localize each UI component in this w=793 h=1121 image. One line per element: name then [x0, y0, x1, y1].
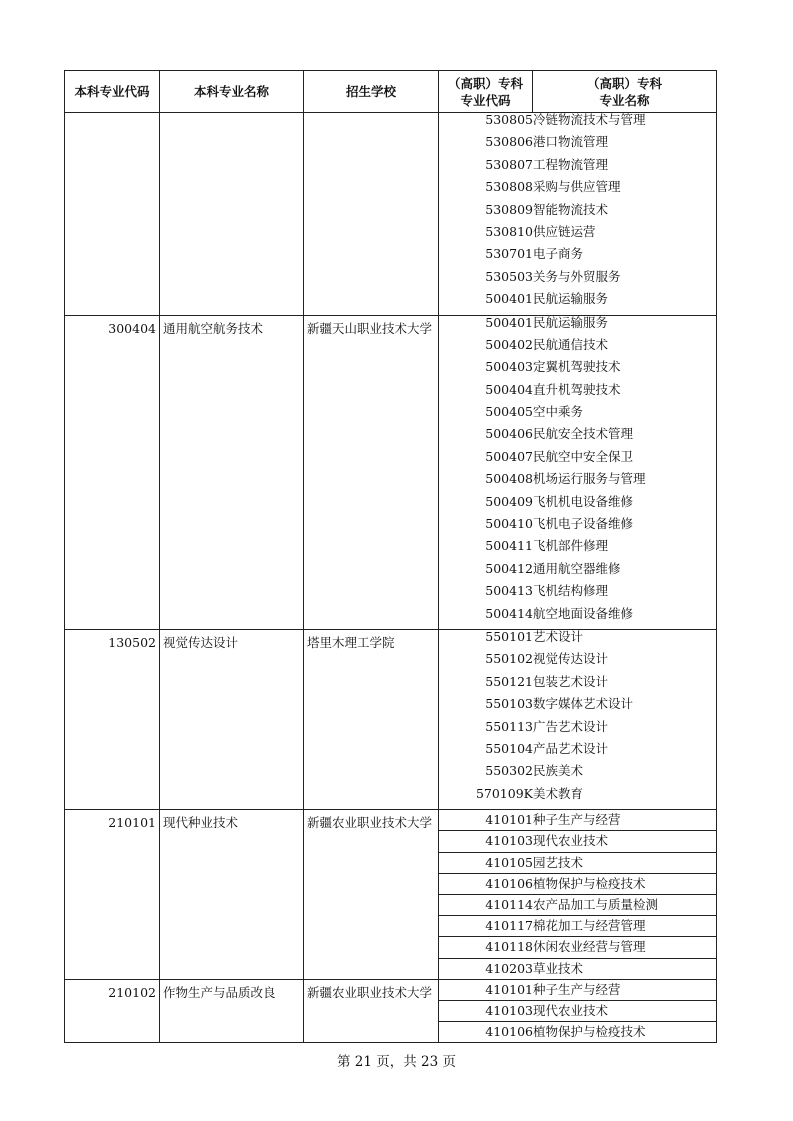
undergrad-code-cell: 210102	[65, 979, 160, 1043]
vocational-row	[439, 383, 716, 405]
undergrad-code-cell: 130502	[65, 629, 160, 809]
vocational-code: 500413	[485, 583, 533, 599]
vocational-row	[439, 472, 716, 494]
vocational-row	[439, 539, 716, 561]
vocational-name: 飞机电子设备维修	[533, 516, 634, 532]
vocational-code: 500409	[485, 493, 533, 509]
vocational-code: 410105	[439, 852, 533, 873]
vocational-name: 民航空中安全保卫	[533, 448, 634, 464]
vocational-code: 550302	[485, 763, 533, 779]
vocational-list	[439, 810, 716, 979]
header-undergrad-code: 本科专业代码	[65, 71, 160, 113]
vocational-code: 570109K	[475, 785, 533, 801]
vocational-name: 采购与供应管理	[533, 179, 621, 195]
vocational-name: 产品艺术设计	[533, 740, 609, 756]
vocational-list-cell	[439, 629, 717, 809]
vocational-row	[439, 495, 716, 517]
header-school: 招生学校	[304, 71, 439, 113]
undergrad-name-cell: 现代种业技术	[160, 810, 304, 980]
vocational-row	[439, 225, 716, 247]
vocational-name: 广告艺术设计	[533, 718, 609, 734]
vocational-name: 民航运输服务	[533, 291, 609, 307]
vocational-name: 现代农业技术	[533, 1000, 716, 1021]
vocational-row	[439, 180, 716, 202]
vocational-list	[439, 113, 716, 315]
vocational-code: 410203	[485, 960, 533, 976]
undergrad-code-cell: 210101	[65, 810, 160, 980]
vocational-name: 航空地面设备维修	[533, 605, 634, 621]
vocational-name: 棉花加工与经营管理	[533, 916, 716, 937]
vocational-name: 通用航空器维修	[533, 560, 621, 576]
vocational-name: 飞机结构修理	[533, 583, 609, 599]
vocational-list-cell	[439, 810, 717, 980]
vocational-code: 500401	[485, 314, 533, 330]
vocational-name: 机场运行服务与管理	[533, 471, 646, 487]
page-footer: 第 21 页，共 23 页	[336, 1054, 457, 1070]
vocational-name: 冷链物流技术与管理	[533, 112, 646, 127]
vocational-row	[439, 1022, 716, 1043]
vocational-name: 农产品加工与质量检测	[533, 894, 716, 915]
vocational-row	[439, 607, 716, 629]
group-row	[65, 979, 717, 1043]
vocational-name: 飞机机电设备维修	[533, 493, 634, 509]
vocational-name: 关务与外贸服务	[533, 268, 621, 284]
major-mapping-table	[64, 70, 717, 1043]
vocational-row	[439, 980, 716, 1001]
vocational-row	[439, 742, 716, 764]
vocational-name: 直升机驾驶技术	[533, 381, 621, 397]
vocational-name: 现代农业技术	[533, 831, 716, 852]
vocational-row	[439, 270, 716, 292]
vocational-row	[439, 1000, 716, 1021]
vocational-code: 550104	[485, 740, 533, 756]
group-row	[65, 113, 717, 316]
vocational-code: 500407	[485, 448, 533, 464]
vocational-code: 410103	[439, 1000, 533, 1021]
vocational-code: 500405	[485, 404, 533, 420]
vocational-name: 空中乘务	[533, 404, 584, 420]
vocational-name: 种子生产与经营	[533, 980, 716, 1001]
header-vocational-code: （高职）专科 专业代码	[439, 71, 533, 113]
vocational-code: 500411	[485, 538, 533, 554]
vocational-code: 530503	[485, 268, 533, 284]
vocational-code: 500401	[485, 291, 533, 307]
undergrad-name-cell	[160, 113, 304, 316]
vocational-code: 410114	[439, 894, 533, 915]
school-cell: 新疆农业职业技术大学	[304, 979, 439, 1043]
vocational-row	[439, 450, 716, 472]
vocational-row	[439, 675, 716, 697]
vocational-row	[439, 338, 716, 360]
vocational-row	[439, 764, 716, 786]
vocational-row	[439, 652, 716, 674]
vocational-row	[439, 405, 716, 427]
vocational-row	[439, 787, 716, 809]
undergrad-code-cell: 300404	[65, 315, 160, 629]
vocational-row	[439, 427, 716, 449]
vocational-code: 530810	[485, 223, 533, 239]
vocational-code: 550103	[485, 696, 533, 712]
vocational-row	[439, 873, 716, 894]
vocational-name: 民航运输服务	[533, 314, 609, 330]
vocational-name: 电子商务	[533, 246, 584, 262]
vocational-code: 500403	[485, 359, 533, 375]
undergrad-name-cell: 通用航空航务技术	[160, 315, 304, 629]
vocational-name: 种子生产与经营	[533, 810, 716, 831]
vocational-code: 410101	[439, 980, 533, 1001]
vocational-name: 港口物流管理	[533, 134, 609, 150]
vocational-list	[439, 980, 716, 1043]
header-undergrad-name: 本科专业名称	[160, 71, 304, 113]
vocational-row	[439, 292, 716, 314]
vocational-code: 530805	[485, 112, 533, 127]
vocational-name: 草业技术	[533, 960, 584, 976]
vocational-list-cell	[439, 315, 717, 629]
vocational-row	[439, 562, 716, 584]
vocational-code: 530701	[485, 246, 533, 262]
vocational-code: 410117	[439, 916, 533, 937]
vocational-row	[439, 113, 716, 135]
vocational-name: 民航安全技术管理	[533, 426, 634, 442]
group-row	[65, 810, 717, 980]
school-cell: 新疆农业职业技术大学	[304, 810, 439, 980]
vocational-list-cell	[439, 113, 717, 316]
vocational-row	[439, 158, 716, 180]
vocational-code: 410106	[439, 873, 533, 894]
vocational-code: 500402	[485, 336, 533, 352]
vocational-name: 美术教育	[533, 785, 584, 801]
vocational-row	[439, 937, 716, 958]
vocational-name: 定翼机驾驶技术	[533, 359, 621, 375]
vocational-name: 艺术设计	[533, 628, 584, 644]
undergrad-code-cell	[65, 113, 160, 316]
vocational-name: 园艺技术	[533, 852, 716, 873]
vocational-row	[439, 894, 716, 915]
vocational-code: 550113	[485, 718, 533, 734]
vocational-row	[439, 831, 716, 852]
vocational-code: 410101	[439, 810, 533, 831]
vocational-row	[439, 584, 716, 606]
vocational-row	[439, 810, 716, 831]
vocational-code: 500414	[485, 605, 533, 621]
vocational-name: 植物保护与检疫技术	[533, 873, 716, 894]
vocational-name: 包装艺术设计	[533, 673, 609, 689]
vocational-list	[439, 630, 716, 809]
undergrad-name-cell: 作物生产与品质改良	[160, 979, 304, 1043]
vocational-code: 500408	[485, 471, 533, 487]
vocational-row	[439, 203, 716, 225]
header-vocational-name: （高职）专科 专业名称	[533, 71, 717, 113]
vocational-name: 工程物流管理	[533, 156, 609, 172]
vocational-code: 530807	[485, 156, 533, 172]
school-cell: 新疆天山职业技术大学	[304, 315, 439, 629]
vocational-name: 植物保护与检疫技术	[533, 1024, 646, 1040]
school-cell: 塔里木理工学院	[304, 629, 439, 809]
undergrad-name-cell: 视觉传达设计	[160, 629, 304, 809]
vocational-code: 410106	[485, 1024, 533, 1040]
school-cell	[304, 113, 439, 316]
vocational-code: 530808	[485, 179, 533, 195]
vocational-row	[439, 247, 716, 269]
vocational-name: 视觉传达设计	[533, 651, 609, 667]
vocational-code: 550101	[485, 628, 533, 644]
vocational-row	[439, 720, 716, 742]
vocational-code: 500412	[485, 560, 533, 576]
vocational-row	[439, 517, 716, 539]
table-header-row	[65, 71, 717, 113]
vocational-row	[439, 852, 716, 873]
vocational-row	[439, 958, 716, 979]
vocational-code: 550121	[485, 673, 533, 689]
vocational-row	[439, 697, 716, 719]
vocational-name: 休闲农业经营与管理	[533, 937, 716, 958]
vocational-code: 500404	[485, 381, 533, 397]
vocational-code: 530809	[485, 201, 533, 217]
vocational-row	[439, 135, 716, 157]
vocational-name: 数字媒体艺术设计	[533, 696, 634, 712]
vocational-list-cell	[439, 979, 717, 1043]
vocational-name: 民航通信技术	[533, 336, 609, 352]
vocational-code: 530806	[485, 134, 533, 150]
vocational-code: 500410	[485, 516, 533, 532]
vocational-name: 民族美术	[533, 763, 584, 779]
vocational-name: 飞机部件修理	[533, 538, 609, 554]
vocational-row	[439, 360, 716, 382]
vocational-code: 550102	[485, 651, 533, 667]
vocational-row	[439, 630, 716, 652]
vocational-list	[439, 316, 716, 629]
group-row	[65, 629, 717, 809]
group-row	[65, 315, 717, 629]
vocational-code: 410118	[439, 937, 533, 958]
vocational-name: 供应链运营	[533, 223, 596, 239]
vocational-row	[439, 916, 716, 937]
vocational-name: 智能物流技术	[533, 201, 609, 217]
vocational-code: 500406	[485, 426, 533, 442]
vocational-row	[439, 316, 716, 338]
vocational-code: 410103	[439, 831, 533, 852]
